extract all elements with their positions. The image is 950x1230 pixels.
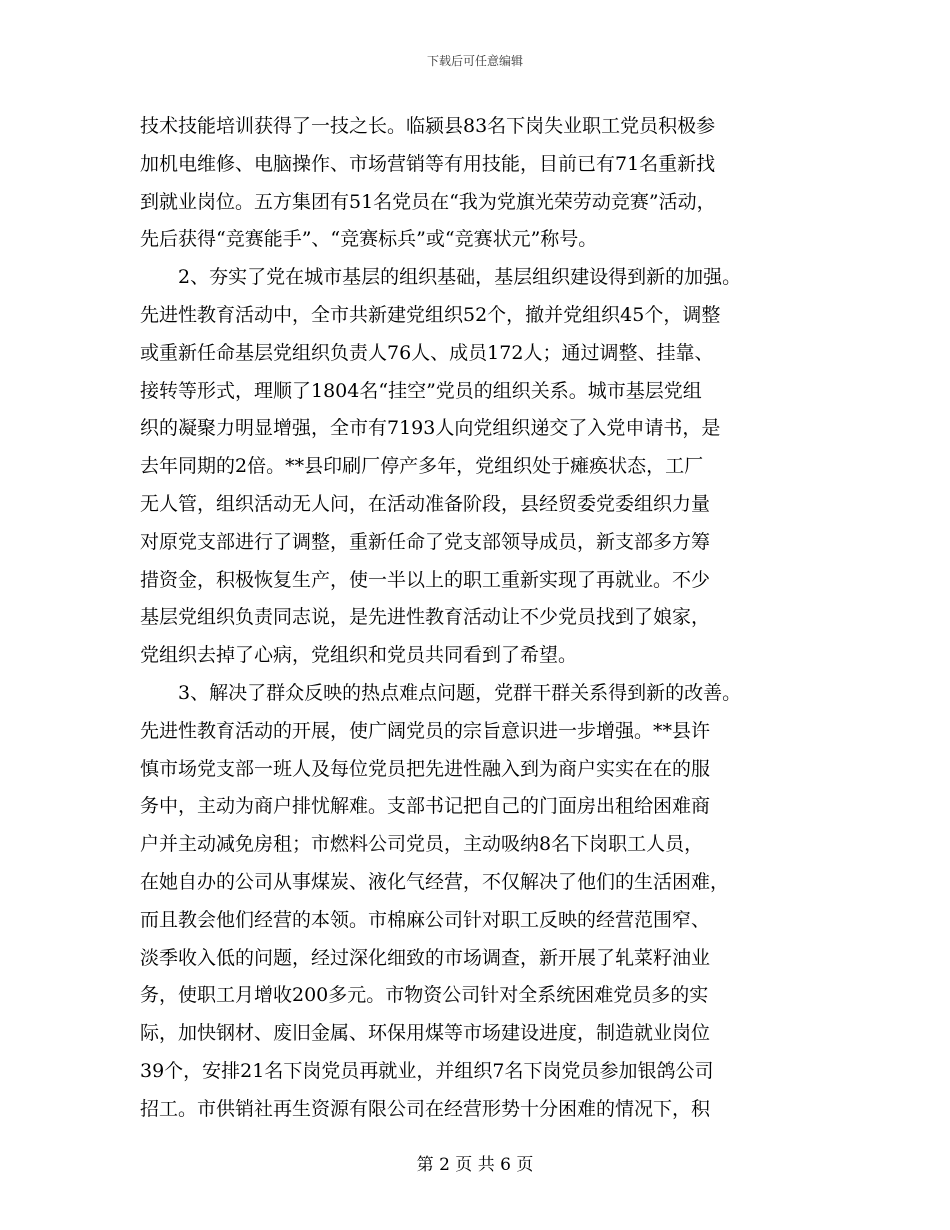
text-line: 户并主动减免房租；市燃料公司党员，主动吸纳8名下岗职工人员， [140, 833, 704, 856]
text-line: 加机电维修、电脑操作、市场营销等有用技能，目前已有71名重新找 [140, 152, 716, 175]
text-line: 先进性教育活动中，全市共新建党组织52个，撤并党组织45个，调整 [140, 303, 721, 326]
text-line: 务中，主动为商户排忧解难。支部书记把自己的门面房出租给困难商 [140, 795, 711, 818]
text-line: 先后获得“竞赛能手”、“竞赛标兵”或“竞赛状元”称号。 [140, 228, 598, 251]
body-text [140, 108, 820, 1129]
text-line: 无人管，组织活动无人问，在活动准备阶段，县经贸委党委组织力量 [140, 492, 711, 515]
text-line: 党组织去掉了心病，党组织和党员共同看到了希望。 [140, 644, 578, 667]
paragraph-heading-line: 3、解决了群众反映的热点难点问题，党群干群关系得到新的改善。 [140, 681, 742, 704]
page-header: 下载后可任意编辑 [426, 54, 523, 68]
text-line: 淡季收入低的问题，经过深化细致的市场调查，新开展了轧菜籽油业 [140, 946, 711, 969]
text-line: 去年同期的2倍。**县印刷厂停产多年，党组织处于瘫痪状态，工厂 [140, 455, 704, 478]
text-line: 接转等形式，理顺了1804名“挂空”党员的组织关系。城市基层党组 [140, 379, 702, 402]
text-line: 对原党支部进行了调整，重新任命了党支部领导成员，新支部多方筹 [140, 530, 711, 553]
text-line: 而且教会他们经营的本领。市棉麻公司针对职工反映的经营范围窄、 [140, 908, 711, 931]
text-line: 技术技能培训获得了一技之长。临颍县83名下岗失业职工党员积极参 [140, 115, 716, 137]
text-line: 先进性教育活动的开展，使广阔党员的宗旨意识进一步增强。**县许 [140, 719, 711, 742]
paragraph-heading-line: 2、夯实了党在城市基层的组织基础，基层组织建设得到新的加强。 [140, 266, 742, 289]
text-line: 39个，安排21名下岗党员再就业，并组织7名下岗党员参加银鸽公司 [140, 1059, 714, 1082]
text-line: 织的凝聚力明显增强，全市有7193人向党组织递交了入党申请书，是 [140, 417, 721, 440]
text-line: 或重新任命基层党组织负责人76人、成员172人；通过调整、挂靠、 [140, 341, 714, 364]
page-number: 第 2 页 共 6 页 [416, 1155, 534, 1175]
text-line: 招工。市供销社再生资源有限公司在经营形势十分困难的情况下，积 [140, 1097, 711, 1120]
text-line: 际，加快钢材、废旧金属、环保用煤等市场建设进度，制造就业岗位 [140, 1022, 711, 1045]
text-line: 基层党组织负责同志说，是先进性教育活动让不少党员找到了娘家， [140, 606, 711, 629]
text-line: 在她自办的公司从事煤炭、液化气经营，不仅解决了他们的生活困难， [140, 870, 730, 893]
text-line: 到就业岗位。五方集团有51名党员在“我为党旗光荣劳动竞赛”活动， [140, 190, 716, 213]
text-line: 措资金，积极恢复生产，使一半以上的职工重新实现了再就业。不少 [140, 568, 711, 591]
text-line: 慎市场党支部一班人及每位党员把先进性融入到为商户实实在在的服 [140, 757, 711, 780]
text-line: 务，使职工月增收200多元。市物资公司针对全系统困难党员多的实 [140, 984, 709, 1007]
